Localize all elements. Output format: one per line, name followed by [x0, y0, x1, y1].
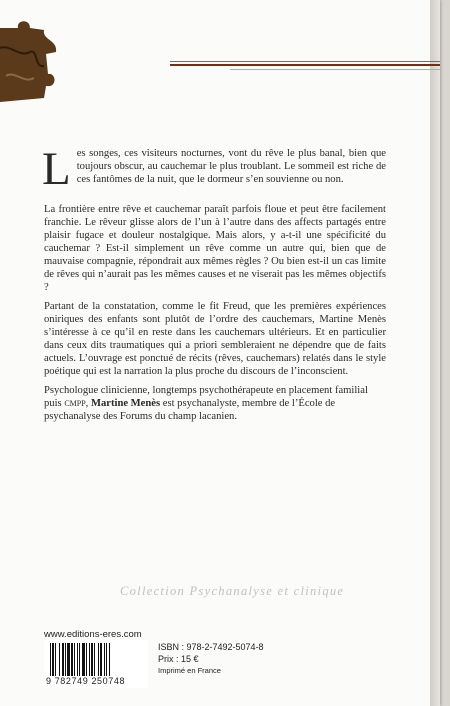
author-name: Martine Menès	[90, 398, 161, 409]
author-bio-text: est psychanalyste, membre de l’École de psychanalyse des Forums du champ lacanien.	[44, 398, 336, 422]
cmpp-abbr: CMPP	[64, 399, 86, 408]
decorative-rule	[230, 69, 440, 70]
barcode-digits: 9 782749 250748	[46, 676, 126, 686]
intro-paragraph	[42, 143, 386, 195]
paragraph-dream-nightmare: La frontière entre rêve et cauchemar paraît parfois floue et peut être facilement franchie. Le rêveur glisse alors de l’un à l’autre dans des affects partagés entre plaisir fugace et douleur nostalgique. Mais alors, y a-t-il une spécificité du cauchemar ? Est-il simplement un rêve comme un autre qui, bien que de mauvaise compagnie, répondrait aux mêmes règles ? Ou bien est-il un cas limite de rêves qui n’aurait pas les mêmes causes et ne viserait pas les mêmes objectifs ?	[44, 204, 386, 293]
decorative-rule	[170, 61, 440, 62]
author-bio-text: ,	[85, 398, 91, 409]
book-spine-edge	[430, 0, 440, 706]
isbn: ISBN : 978-2-7492-5074-8	[158, 642, 264, 652]
author-bio	[44, 384, 386, 423]
barcode-bars	[50, 643, 142, 676]
puzzle-piece-icon	[0, 18, 60, 106]
barcode	[44, 640, 148, 688]
publisher-website: www.editions-eres.com	[44, 629, 142, 640]
intro-text: es songes, ces visiteurs nocturnes, vont du rêve le plus banal, bien que toujours obscur, au cauchemar le plus troublant. Le sommeil est riche de ces fantômes de la nuit, que le dormeur s’en souvienne ou non.	[76, 148, 386, 185]
decorative-rule	[170, 64, 440, 66]
paragraph-freud: Partant de la constatation, comme le fit Freud, que les premières expériences oniriques des enfants sont plutôt de l’ordre des cauchemars, Martine Menès s’intéresse à ce qu’il en reste dans les cauchemars ultérieurs. Et en particulier dans ceux dits traumatiques qui a priori sembleraient ne dépendre que de faits actuels. L’ouvrage est ponctué de récits (rêves, cauchemars) relatés dans le style poétique qui est la narration la plus proche du discours de l’inconscient.	[44, 301, 386, 377]
dropcap: L	[42, 143, 71, 195]
price: Prix : 15 €	[158, 654, 199, 664]
author-bio-text: Psychologue clinicienne, longtemps psychothérapeute en placement familial puis	[44, 385, 368, 409]
collection-name: Collection Psychanalyse et clinique	[120, 584, 345, 598]
printed-in: Imprimé en France	[158, 666, 221, 675]
